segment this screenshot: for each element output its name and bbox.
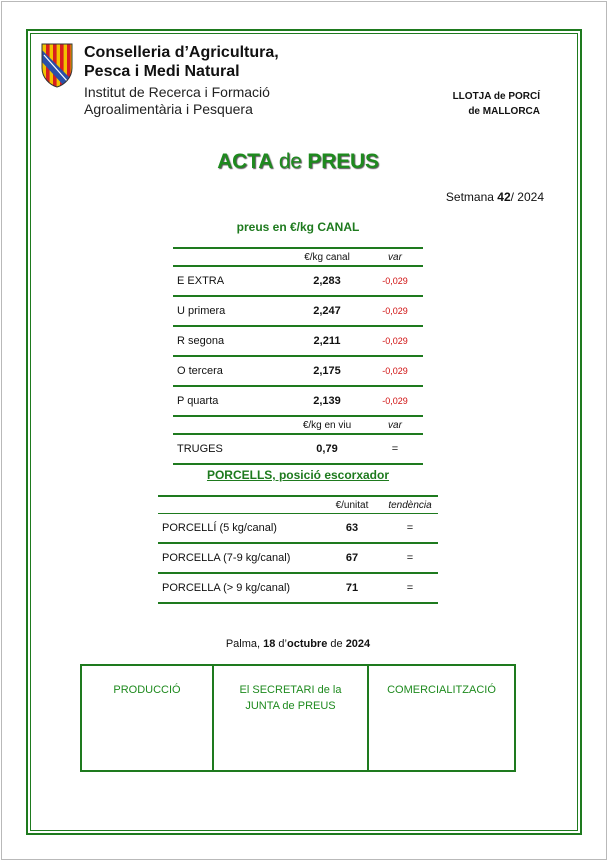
row-label: U primera	[173, 296, 287, 326]
title-part-3: PREUS	[307, 150, 379, 173]
header-var: var	[367, 248, 423, 266]
signature-box	[80, 664, 516, 772]
date-day: 18	[263, 638, 276, 650]
row-price: 2,175	[287, 356, 367, 386]
row-label: TRUGES	[173, 434, 287, 464]
table-subheader-row	[173, 416, 423, 434]
signature-produccio	[82, 666, 214, 770]
canal-section-title: preus en €/kg CANAL	[236, 220, 360, 234]
market-name	[453, 90, 540, 119]
row-price: 67	[322, 543, 382, 573]
table-row	[173, 296, 423, 326]
header-empty-cell	[158, 496, 322, 514]
date-year: 2024	[345, 638, 371, 650]
canal-price-table	[173, 247, 423, 465]
header-price: €/unitat	[322, 496, 382, 514]
table-row	[158, 514, 438, 544]
signature-label: COMERCIALITZACIÓ	[387, 684, 496, 696]
week-prefix: Setmana	[445, 190, 498, 204]
org-line-3: Institut de Recerca i Formació	[84, 84, 270, 101]
row-label: PORCELLA (> 9 kg/canal)	[158, 573, 322, 603]
week-label	[446, 190, 544, 204]
row-label: PORCELLA (7-9 kg/canal)	[158, 543, 322, 573]
row-var: -0,029	[367, 386, 423, 416]
date-month: octubre	[286, 638, 328, 650]
place-city: Palma,	[225, 638, 264, 650]
row-price: 2,211	[287, 326, 367, 356]
row-var: -0,029	[367, 296, 423, 326]
document-title	[0, 150, 596, 174]
row-label: R segona	[173, 326, 287, 356]
row-label: E EXTRA	[173, 266, 287, 296]
header-empty-cell	[173, 248, 287, 266]
row-trend: =	[382, 543, 438, 573]
row-price: 71	[322, 573, 382, 603]
row-var: -0,029	[367, 326, 423, 356]
porcells-price-table	[158, 495, 438, 604]
row-var: -0,029	[367, 356, 423, 386]
row-label: P quarta	[173, 386, 287, 416]
row-var: =	[367, 434, 423, 464]
title-part-2: de	[273, 150, 308, 173]
signature-secretari	[214, 666, 369, 770]
org-line-4: Agroalimentària i Pesquera	[84, 101, 253, 118]
place-and-date	[0, 638, 596, 650]
row-price: 2,247	[287, 296, 367, 326]
date-de: de	[327, 638, 346, 650]
week-number: 42	[497, 190, 511, 204]
date-connector: d’	[275, 638, 287, 650]
table-header-row	[173, 248, 423, 266]
row-trend: =	[382, 573, 438, 603]
title-part-1: ACTA	[217, 150, 274, 173]
table-row	[158, 543, 438, 573]
signature-label-line1: El SECRETARI de la	[239, 684, 342, 696]
row-label: PORCELLÍ (5 kg/canal)	[158, 514, 322, 544]
table-row	[158, 573, 438, 603]
porcells-section-title: PORCELLS, posició escorxador	[206, 468, 390, 482]
org-line-2: Pesca i Medi Natural	[84, 63, 240, 81]
table-row	[173, 326, 423, 356]
row-price: 2,139	[287, 386, 367, 416]
table-row	[173, 266, 423, 296]
organization-name	[84, 43, 279, 118]
row-label: O tercera	[173, 356, 287, 386]
subheader-empty-cell	[173, 416, 287, 434]
market-line-2: de MALLORCA	[468, 105, 540, 117]
signature-comercialitzacio	[369, 666, 514, 770]
row-price: 0,79	[287, 434, 367, 464]
row-price: 2,283	[287, 266, 367, 296]
table-row	[173, 386, 423, 416]
header-price: €/kg canal	[287, 248, 367, 266]
row-var: -0,029	[367, 266, 423, 296]
table-row-truges	[173, 434, 423, 464]
row-price: 63	[322, 514, 382, 544]
signature-label: PRODUCCIÓ	[113, 684, 181, 696]
signature-label-line2: JUNTA de PREUS	[245, 699, 336, 712]
header-trend: tendència	[382, 496, 438, 514]
week-year: / 2024	[510, 190, 544, 204]
org-line-1: Conselleria d’Agricultura,	[84, 44, 279, 61]
subheader-price: €/kg en viu	[287, 416, 367, 434]
subheader-var: var	[367, 416, 423, 434]
table-header-row	[158, 496, 438, 514]
four-bars-shield-icon	[40, 42, 74, 88]
table-row	[173, 356, 423, 386]
market-line-1: LLOTJA de PORCÍ	[452, 91, 540, 102]
row-trend: =	[382, 514, 438, 544]
